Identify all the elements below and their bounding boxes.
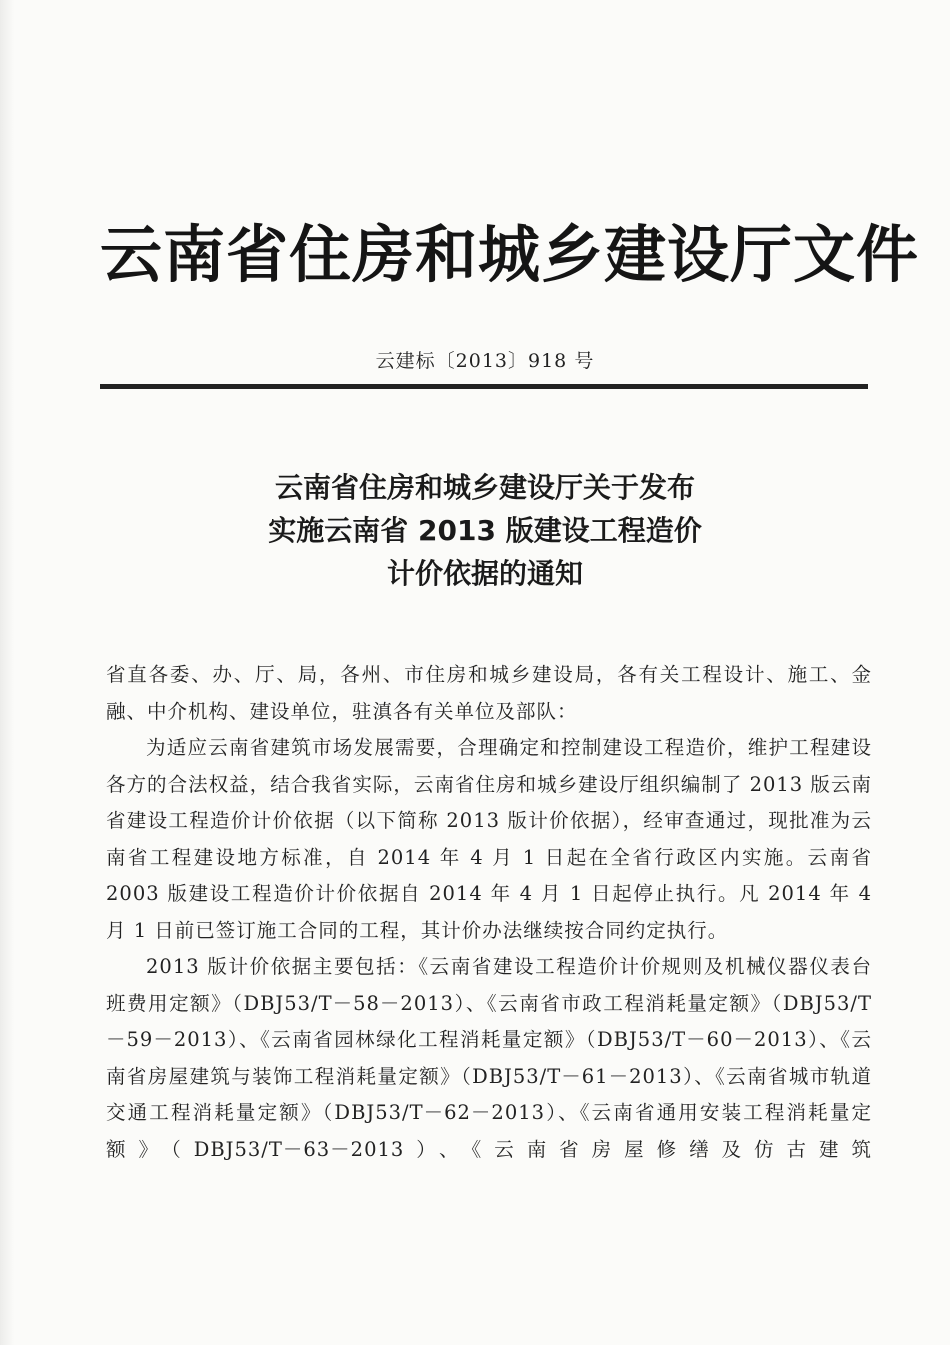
body-paragraph-1: 为适应云南省建筑市场发展需要，合理确定和控制建设工程造价，维护工程建设各方的合法权益，结合我省实际，云南省住房和城乡建设厅组织编制了 2013 版云南省建设工程造价计价依据（以下简称 2013 版计价依据），经审查通过，现批准为云南省工程建设地方标准，自 2014 年 4 月 1 日起在全省行政区内实施。云南省 2003 版建设工程造价计价依据自 2014 年 4 月 1 日起停止执行。凡 2014 年 4 月 1 日前已签订施工合同的工程，其计价办法继续按合同约定执行。 xyxy=(106,736,872,942)
notice-body xyxy=(106,657,872,1168)
body-paragraph-2: 2013 版计价依据主要包括：《云南省建设工程造价计价规则及机械仪器仪表台班费用定额》（DBJ53/T－58－2013）、《云南省市政工程消耗量定额》（DBJ53/T－59－2013）、《云南省园林绿化工程消耗量定额》（DBJ53/T－60－2013）、《云南省房屋建筑与装饰工程消耗量定额》（DBJ53/T－61－2013）、《云南省城市轨道交通工程消耗量定额》（DBJ53/T－62－2013）、《云南省通用安装工程消耗量定额》（DBJ53/T－63－2013）、《云南省房屋修缮及仿古建筑 xyxy=(106,955,872,1161)
notice-title-line: 实施云南省 2013 版建设工程造价 xyxy=(268,514,702,547)
scan-edge xyxy=(0,0,14,1345)
recipients-paragraph: 省直各委、办、厅、局，各州、市住房和城乡建设局，各有关工程设计、施工、金融、中介机构、建设单位，驻滇各有关单位及部队： xyxy=(106,663,872,723)
document-header-title: 云南省住房和城乡建设厅文件 xyxy=(100,218,920,291)
notice-title-line: 云南省住房和城乡建设厅关于发布 xyxy=(274,471,695,504)
notice-title-line: 计价依据的通知 xyxy=(386,557,583,590)
header-divider xyxy=(100,384,868,389)
document-number: 云建标〔2013〕918 号 xyxy=(375,350,595,372)
notice-title xyxy=(100,466,870,595)
